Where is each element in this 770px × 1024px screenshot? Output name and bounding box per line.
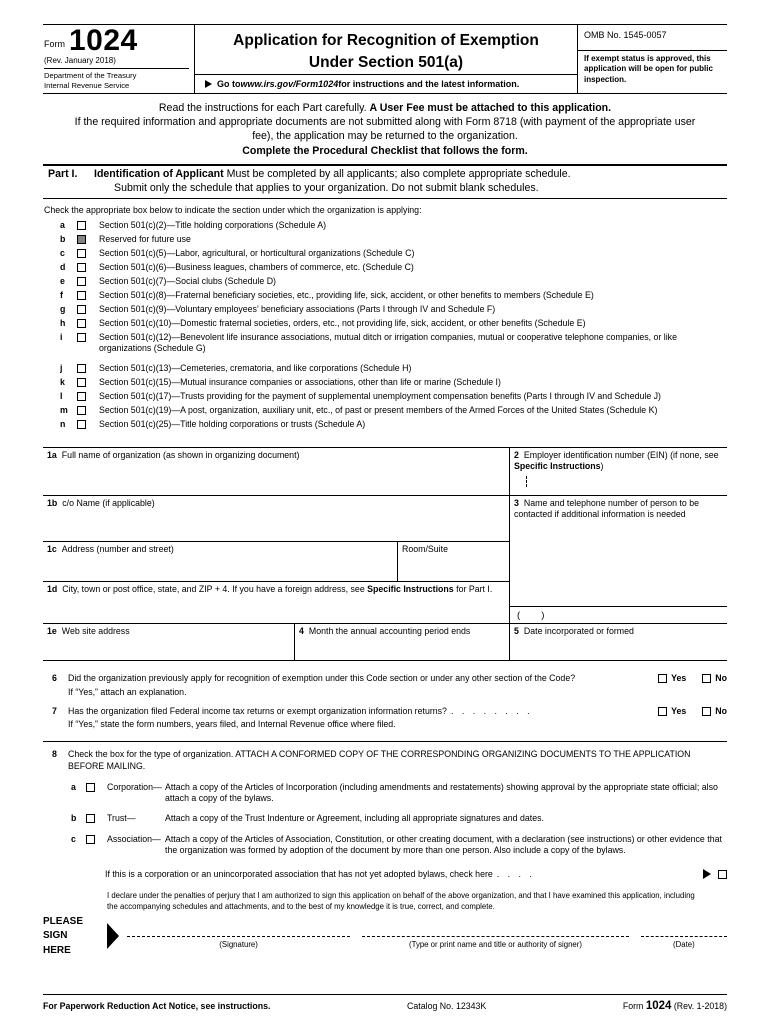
field-1d-label-bold: Specific Instructions: [367, 584, 454, 595]
org-type-description: Attach a copy of the Articles of Incorporation (including amendments and restatements) showing approval by the appropriate state official; also attach a copy of the bylaws.: [165, 781, 718, 803]
signature-field[interactable]: (Signature): [127, 936, 350, 949]
irs-label: Internal Revenue Service: [44, 80, 130, 90]
part1-heading: Identification of Applicant: [94, 167, 224, 180]
option-row-i: [43, 332, 727, 354]
field-5-label: Date incorporated or formed: [523, 626, 634, 637]
field-1d-label-end: for Part I.: [453, 584, 493, 595]
field-5-date-incorporated[interactable]: [510, 624, 727, 660]
q7-no-checkbox[interactable]: [702, 707, 711, 716]
field-1a-org-name[interactable]: [43, 448, 510, 496]
q6-yes-checkbox[interactable]: [658, 674, 667, 683]
option-d-checkbox[interactable]: [77, 263, 86, 272]
option-row-n: [43, 419, 727, 430]
field-3-contact[interactable]: [510, 496, 727, 624]
org-type-trust-checkbox[interactable]: [86, 814, 95, 823]
org-type-letter: c: [71, 833, 76, 844]
q7-yes-option: [658, 706, 686, 717]
goto-url: www.irs.gov/Form1024: [240, 78, 339, 89]
question-7: [43, 698, 727, 731]
option-b-checkbox[interactable]: [77, 235, 86, 244]
question-6-subtext: If “Yes,” attach an explanation.: [68, 686, 187, 697]
right-arrow-icon: [703, 869, 711, 879]
field-room-suite[interactable]: [398, 542, 510, 582]
field-1d-number: 1d: [47, 584, 58, 595]
option-letter: i: [60, 332, 63, 343]
option-label: Section 501(c)(19)—A post, organization, auxiliary unit, etc., of past or present members of the Armed Forces of the United States (Schedule K): [99, 405, 658, 416]
form-title-block: [195, 25, 577, 93]
option-label: Section 501(c)(15)—Mutual insurance companies or associations, other than life or marine (Schedule I): [99, 377, 501, 388]
sign-label: SIGN: [43, 930, 68, 942]
option-letter: g: [60, 304, 66, 315]
treasury-dept-label: Department of the Treasury: [44, 71, 137, 80]
bylaws-check-line: [43, 869, 727, 879]
org-type-letter: a: [71, 781, 76, 792]
field-2-label-end: ): [600, 461, 604, 472]
field-2-ein[interactable]: [510, 448, 727, 496]
option-f-checkbox[interactable]: [77, 291, 86, 300]
goto-suffix: for instructions and the latest information.: [338, 78, 520, 89]
option-row-a: [43, 220, 727, 231]
form-header: [43, 24, 727, 94]
option-a-checkbox[interactable]: [77, 221, 86, 230]
page-title: [195, 25, 577, 74]
option-row-g: [43, 304, 727, 315]
option-letter: j: [60, 363, 63, 374]
here-label: HERE: [43, 944, 71, 956]
option-l-checkbox[interactable]: [77, 392, 86, 401]
field-1b-co-name[interactable]: [43, 496, 510, 542]
option-label: Reserved for future use: [99, 234, 191, 245]
field-4-accounting-month[interactable]: [295, 624, 510, 660]
field-4-number: 4: [299, 626, 304, 637]
option-i-checkbox[interactable]: [77, 333, 86, 342]
option-e-checkbox[interactable]: [77, 277, 86, 286]
signer-name-field[interactable]: (Type or print name and title or authority of signer): [362, 936, 629, 949]
question-8-intro: Check the box for the type of organization. ATTACH A CONFORMED COPY OF THE CORRESPONDING ORGANIZING DOCUMENTS TO THE APPLICATION BEFORE MAILING.: [68, 748, 691, 772]
q6-no-option: [702, 673, 727, 684]
part1-desc2: Submit only the schedule that applies to your organization. Do not submit blank schedules.: [114, 181, 539, 194]
option-row-d: [43, 262, 727, 273]
form-id-block: [43, 25, 195, 93]
option-row-m: [43, 405, 727, 416]
form-revision: (Rev. January 2018): [44, 56, 116, 65]
part1-label: Part I.: [48, 167, 78, 180]
notice-line3: Complete the Procedural Checklist that follows the form.: [242, 144, 528, 157]
bylaws-text: If this is a corporation or an unincorporated association that has not yet adopted bylaws, check here: [105, 868, 493, 879]
field-2-label: Employer identification number (EIN) (if none, see: [523, 450, 719, 461]
org-type-label: Trust—: [107, 813, 136, 824]
section-option-list: [43, 220, 727, 433]
option-j-checkbox[interactable]: [77, 364, 86, 373]
ein-dash-mark: [526, 476, 527, 487]
field-1e-label: Web site address: [61, 626, 130, 637]
question-8-number: 8: [52, 748, 57, 759]
omb-number: OMB No. 1545-0057: [578, 25, 727, 51]
option-label: Section 501(c)(10)—Domestic fraternal societies, orders, etc., not providing life, sick, accident, or other benefits (Schedule E): [99, 318, 586, 329]
option-label: Section 501(c)(12)—Benevolent life insurance associations, mutual ditch or irrigation companies, mutual or cooperative telephone companies, or like organizations (Schedule G): [99, 332, 677, 354]
goto-line: [195, 74, 577, 93]
question-7-text: Has the organization filed Federal income tax returns or exempt organization information returns?: [68, 706, 447, 717]
field-1d-city-state-zip[interactable]: [43, 582, 510, 624]
q6-no-checkbox[interactable]: [702, 674, 711, 683]
question-6-yes-no: [652, 673, 727, 684]
option-letter: f: [60, 290, 63, 301]
field-1a-number: 1a: [47, 450, 57, 461]
option-label: Section 501(c)(17)—Trusts providing for the payment of supplemental unemployment compensation benefits (Parts I through IV and Schedule J): [99, 391, 661, 402]
q7-no-option: [702, 706, 727, 717]
option-letter: k: [60, 377, 65, 388]
public-inspection-note: If exempt status is approved, this application will be open for public inspection.: [584, 54, 713, 84]
question-7-subtext: If “Yes,” state the form numbers, years filed, and Internal Revenue office where filed.: [68, 719, 396, 730]
option-letter: m: [60, 405, 68, 416]
no-label: No: [715, 673, 727, 684]
option-row-f: [43, 290, 727, 301]
part1-header: [43, 164, 727, 200]
option-h-checkbox[interactable]: [77, 319, 86, 328]
option-n-checkbox[interactable]: [77, 420, 86, 429]
org-type-description: Attach a copy of the Articles of Association, Constitution, or other creating document, with a declaration (see instructions) or other evidence that the organization was formed by adoption of the document by more than one person. Also include a copy of the bylaws.: [165, 833, 722, 856]
org-type-label: Association—: [107, 833, 161, 844]
org-type-corporation-row: [43, 782, 727, 805]
option-letter: n: [60, 419, 66, 430]
question-6-text: Did the organization previously apply for recognition of exemption under this Code section or under any other section of the Code?: [68, 673, 576, 684]
option-letter: c: [60, 248, 65, 259]
notice-line1: [71, 101, 699, 115]
dotted-leader: . . . .: [496, 868, 535, 879]
option-label: Section 501(c)(13)—Cemeteries, crematoria, and like corporations (Schedule H): [99, 363, 412, 374]
field-4-label: Month the annual accounting period ends: [308, 626, 471, 637]
question-6: [43, 665, 727, 698]
field-1b-label: c/o Name (if applicable): [62, 498, 155, 509]
field-3-number: 3: [514, 498, 519, 509]
org-type-trust-row: [43, 813, 727, 824]
form-footer: [43, 994, 727, 1012]
option-row-b: [43, 234, 727, 245]
bylaws-checkbox[interactable]: [718, 870, 727, 879]
please-sign-here-label: [43, 891, 107, 959]
form-word: Form: [44, 39, 65, 49]
signature-section: [43, 891, 727, 959]
form-footer-id: [623, 1000, 727, 1012]
option-letter: a: [60, 220, 65, 231]
option-letter: b: [60, 234, 66, 245]
please-label: PLEASE: [43, 915, 84, 927]
option-label: Section 501(c)(8)—Fraternal beneficiary societies, etc., providing life, sick, accident, or other benefits to members (Schedule E): [99, 290, 594, 301]
paperwork-notice: For Paperwork Reduction Act Notice, see instructions.: [43, 1001, 271, 1011]
option-letter: d: [60, 262, 66, 273]
grid-bottom-row: [43, 624, 727, 660]
option-label: Section 501(c)(2)—Title holding corporations (Schedule A): [99, 220, 327, 231]
option-row-l: [43, 391, 727, 402]
question-6-number: 6: [52, 673, 57, 684]
org-type-association-row: [43, 834, 727, 857]
omb-block: [577, 25, 727, 93]
identification-grid: [43, 447, 727, 661]
option-letter: e: [60, 276, 65, 287]
notice-line1-bold: A User Fee must be attached to this application.: [369, 101, 612, 114]
field-5-number: 5: [514, 626, 519, 637]
question-7-yes-no: [652, 706, 727, 717]
field-1c-number: 1c: [47, 544, 57, 555]
option-k-checkbox[interactable]: [77, 378, 86, 387]
option-label: Section 501(c)(9)—Voluntary employees’ beneficiary associations (Parts I through IV and Schedule F): [99, 304, 496, 315]
option-row-k: [43, 377, 727, 388]
form-number: 1024: [69, 24, 138, 57]
field-3-label: Name and telephone number of person to be contacted if additional information is needed: [514, 498, 699, 520]
field-1c-label: Address (number and street): [61, 544, 174, 555]
no-label: No: [715, 706, 727, 717]
question-7-number: 7: [52, 706, 57, 717]
option-row-h: [43, 318, 727, 329]
form-title-line2: Under Section 501(a): [308, 53, 464, 71]
field-1a-label: Full name of organization (as shown in organizing document): [61, 450, 300, 461]
instructions-notice: [43, 94, 727, 164]
option-row-j: [43, 363, 727, 374]
notice-line1-normal: Read the instructions for each Part carefully.: [158, 101, 367, 114]
field-1e-website[interactable]: [43, 624, 295, 660]
option-label: Section 501(c)(6)—Business leagues, chambers of commerce, etc. (Schedule C): [99, 262, 414, 273]
field-1e-number: 1e: [47, 626, 57, 637]
org-type-description: Attach a copy of the Trust Indenture or Agreement, including all appropriate signatures and dates.: [165, 813, 544, 824]
q7-yes-checkbox[interactable]: [658, 707, 667, 716]
form-title-line1: Application for Recognition of Exemption: [233, 32, 539, 49]
sign-here-arrow-icon: [107, 923, 119, 949]
option-letter: h: [60, 318, 66, 329]
footer-form-word: Form: [622, 1001, 646, 1011]
room-suite-label: Room/Suite: [402, 544, 448, 555]
field-1b-number: 1b: [47, 498, 58, 509]
footer-form-number: 1024: [645, 1000, 672, 1012]
option-c-checkbox[interactable]: [77, 249, 86, 258]
question-8: [43, 741, 727, 879]
right-arrow-icon: [205, 80, 212, 88]
footer-form-rev: (Rev. 1-2018): [671, 1001, 727, 1011]
org-type-letter: b: [71, 813, 77, 824]
option-row-e: [43, 276, 727, 287]
yes-label: Yes: [671, 706, 687, 717]
signature-lines: [107, 936, 727, 949]
perjury-declaration: I declare under the penalties of perjury that I am authorized to sign this application on behalf of the above organization, and that I have examined this application, including the accompanying schedules and attachments, and to the best of my knowledge it is true, correct, and complete.: [107, 890, 695, 911]
option-row-c: [43, 248, 727, 259]
option-label: Section 501(c)(25)—Title holding corporations or trusts (Schedule A): [99, 419, 366, 430]
option-letter: l: [60, 391, 63, 402]
field-3-phone-area[interactable]: ( ): [510, 606, 727, 623]
catalog-number: Catalog No. 12343K: [407, 1001, 487, 1011]
agency-block: [44, 68, 189, 93]
option-label: Section 501(c)(7)—Social clubs (Schedule D): [99, 276, 276, 287]
field-1d-label: City, town or post office, state, and ZIP + 4. If you have a foreign address, see: [62, 584, 368, 595]
dotted-leader: . . . . . . . .: [450, 706, 533, 717]
org-type-label: Corporation—: [107, 781, 162, 792]
option-g-checkbox[interactable]: [77, 305, 86, 314]
field-1c-address[interactable]: [43, 542, 398, 582]
field-2-label-bold: Specific Instructions: [514, 461, 601, 472]
org-type-corporation-checkbox[interactable]: [86, 783, 95, 792]
goto-prefix: Go to: [217, 78, 241, 89]
check-instruction: Check the appropriate box below to indicate the section under which the organization is applying:: [44, 205, 422, 216]
q6-yes-option: [658, 673, 686, 684]
signature-date-field[interactable]: (Date): [641, 936, 727, 949]
notice-line2: If the required information and appropriate documents are not submitted along with Form 8718 (with payment of the appropriate user fee), the application may be returned to the organization.: [74, 116, 696, 143]
part1-desc1: Must be completed by all applicants; also complete appropriate schedule.: [226, 167, 571, 180]
option-m-checkbox[interactable]: [77, 406, 86, 415]
option-label: Section 501(c)(5)—Labor, agricultural, or horticultural organizations (Schedule C): [99, 248, 415, 259]
org-type-association-checkbox[interactable]: [86, 835, 95, 844]
part1-heading-block: [94, 168, 571, 196]
yes-label: Yes: [671, 673, 687, 684]
field-2-number: 2: [514, 450, 519, 461]
